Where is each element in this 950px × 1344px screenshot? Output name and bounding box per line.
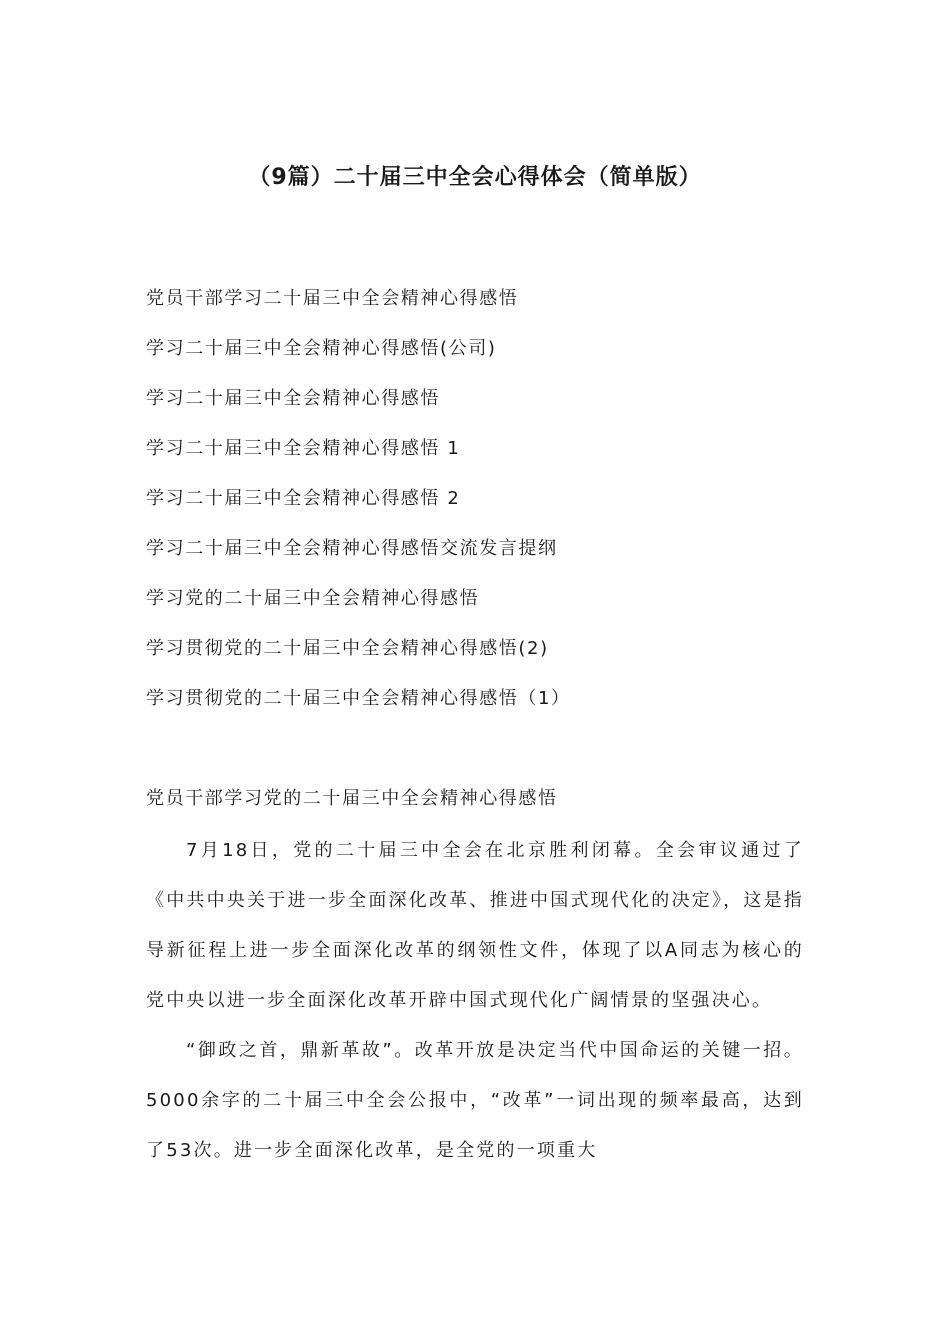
- table-of-contents: [146, 284, 571, 734]
- toc-item: 党员干部学习二十届三中全会精神心得感悟: [146, 288, 519, 309]
- section-heading: 党员干部学习党的二十届三中全会精神心得感悟: [146, 788, 558, 809]
- toc-item: 学习二十届三中全会精神心得感悟 2: [146, 488, 461, 509]
- document-title: （9篇）二十届三中全会心得体会（简单版）: [248, 165, 702, 190]
- toc-item: 学习二十届三中全会精神心得感悟交流发言提纲: [146, 538, 558, 559]
- toc-item: 学习二十届三中全会精神心得感悟: [146, 388, 440, 409]
- body-paragraph: “御政之首，鼎新革故”。改革开放是决定当代中国命运的关键一招。5000余字的二十届三中全会公报中，“改革”一词出现的频率最高，达到了53次。进一步全面深化改革，是全党的一项重大: [146, 1040, 804, 1161]
- toc-item: 学习贯彻党的二十届三中全会精神心得感悟(2): [146, 638, 549, 659]
- toc-item: 学习党的二十届三中全会精神心得感悟: [146, 588, 480, 609]
- body-paragraph: 7月18日，党的二十届三中全会在北京胜利闭幕。全会审议通过了《中共中央关于进一步全面深化改革、推进中国式现代化的决定》，这是指导新征程上进一步全面深化改革的纲领性文件，体现了以A同志为核心的党中央以进一步全面深化改革开辟中国式现代化广阔情景的坚强决心。: [146, 840, 804, 1011]
- toc-item: 学习二十届三中全会精神心得感悟(公司): [146, 338, 497, 359]
- toc-item: 学习贯彻党的二十届三中全会精神心得感悟（1）: [146, 688, 571, 709]
- toc-item: 学习二十届三中全会精神心得感悟 1: [146, 438, 461, 459]
- body-text: [146, 826, 804, 1176]
